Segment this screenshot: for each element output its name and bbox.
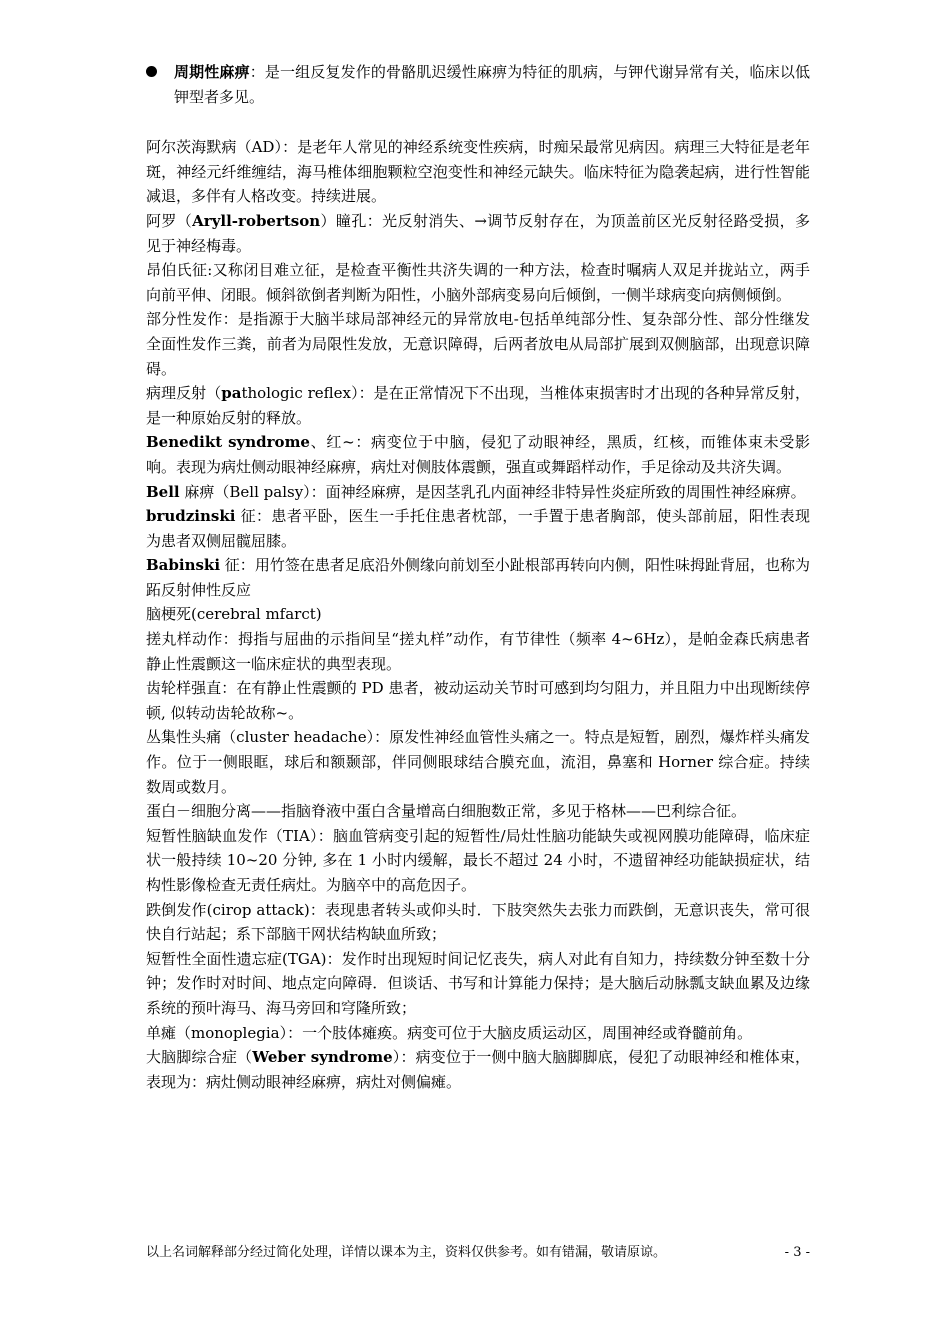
entry-tia: 短暂性脑缺血发作（TIA）：脑血管病变引起的短暂性/局灶性脑功能缺失或视网膜功能障碍，临床症状一般持续 10~20 分钟, 多在 1 小时内缓解，最长不超过 24 小时，不遗留神经功能缺损症状，结构性影像检查无责任病灶。为脑卒中的高危因子。 xyxy=(146,826,810,894)
entry-text: ：是一组反复发作的骨骼肌迟缓性麻痹为特征的肌病，与钾代谢异常有关，临床以低钾型者多见。 xyxy=(174,63,810,106)
entry-tga: 短暂性全面性遗忘症(TGA)：发作时出现短时间记忆丧失，病人对此有自知力，持续数分钟至数十分钟；发作时对时间、地点定向障碍．但谈话、书写和计算能力保持；是大脑后动脉瓢支缺血累及边缘系统的预叶海马、海马旁回和穹隆所致； xyxy=(146,949,810,1017)
entry-pill-rolling: 搓丸样动作：拇指与屈曲的示指间呈“搓丸样”动作，有节律性（频率 4~6Hz），是帕金森氏病患者静止性震颤这一临床症状的典型表现。 xyxy=(146,630,810,673)
entry-romberg: 昂伯氏征:又称闭目难立征，是检查平衡性共济失调的一种方法，检查时嘱病人双足并拢站立，两手向前平伸、闭眼。倾斜欲倒者判断为阳性，小脑外部病变易向后倾倒，一侧半球病变向病侧倾倒。 xyxy=(146,261,810,304)
entry-term: 周期性麻痹 xyxy=(174,63,250,81)
entry-cerebral-infarct: 脑梗死(cerebral mfarct) xyxy=(146,605,322,624)
entry-monoplegia: 单瘫（monoplegia）：一个肢体瘫痪。病变可位于大脑皮质运动区，周围神经或脊髓前角。 xyxy=(146,1023,753,1042)
entry-pathologic-reflex: 病理反射（pathologic reflex）：是在正常情况下不出现，当椎体束损害时才出现的各种异常反射，是一种原始反射的释放。 xyxy=(146,384,810,427)
entry-alzheimer: 阿尔茨海默病（AD）：是老年人常见的神经系统变性疾病，时痴呆最常见病因。病理三大特征是老年斑，神经元纤维缠结，海马椎体细胞颗粒空泡变性和神经元缺失。临床特征为隐袭起病，进行性智能减退，多伴有人格改变。持续进展。 xyxy=(146,138,810,206)
bullet-entry-periodic-paralysis xyxy=(146,60,810,109)
entry-benedikt: Benedikt syndrome、红~：病变位于中脑，侵犯了动眼神经，黑质，红核，而锥体束未受影响。表现为病灶侧动眼神经麻痹，病灶对侧肢体震颤，强直或舞蹈样动作，手足徐动及共济失调。 xyxy=(146,433,810,476)
page-footer xyxy=(146,1244,810,1262)
entry-babinski: Babinski 征：用竹签在患者足底沿外侧缘向前划至小趾根部再转向内侧，阳性味拇趾背屈，也称为跖反射伸性反应 xyxy=(146,556,810,599)
entry-partial-seizure: 部分性发作：是指源于大脑半球局部神经元的异常放电-包括单纯部分性、复杂部分性、部分性继发全面性发作三粪，前者为局限性发放，无意识障碍，后两者放电从局部扩展到双侧脑部，出现意识障碍。 xyxy=(146,310,810,378)
entry-brudzinski: brudzinski 征：患者平卧，医生一手托住患者枕部，一手置于患者胸部，使头部前屈，阳性表现为患者双侧屈髋屈膝。 xyxy=(146,507,810,550)
entry-drop-attack: 跌倒发作(cirop attack)：表现患者转头或仰头时．下肢突然失去张力而跌倒，无意识丧失，常可很快自行站起；系下部脑干网状结构缺血所致； xyxy=(146,900,810,944)
page-number: - 3 - xyxy=(784,1245,810,1260)
entry-bell-palsy: Bell 麻痹（Bell palsy）：面神经麻痹，是因茎乳孔内面神经非特异性炎症所致的周围性神经麻痹。 xyxy=(146,482,806,501)
footer-note: 以上名词解释部分经过简化处理，详情以课本为主，资料仅供参考。如有错漏，敬请原谅。 xyxy=(146,1245,667,1260)
entry-weber: 大脑脚综合症（Weber syndrome）：病变位于一侧中脑大脑脚脚底，侵犯了动眼神经和椎体束，表现为：病灶侧动眼神经麻痹，病灶对侧偏瘫。 xyxy=(146,1048,810,1091)
entry-argyll-robertson: 阿罗（Aryll-robertson）瞳孔：光反射消失、→调节反射存在，为顶盖前区光反射径路受损，多见于神经梅毒。 xyxy=(146,211,810,255)
entry-cogwheel-rigidity: 齿轮样强直：在有静止性震颤的 PD 患者，被动运动关节时可感到均匀阻力，并且阻力中出现断续停顿, 似转动齿轮故称~。 xyxy=(146,679,810,722)
entry-cluster-headache: 丛集性头痛（cluster headache）：原发性神经血管性头痛之一。特点是短暂，剧烈，爆炸样头痛发作。位于一侧眼眶，球后和额颞部，伴同侧眼球结合膜充血，流泪，鼻塞和 Horner 综合症。持续数周或数月。 xyxy=(146,728,810,796)
glossary-content xyxy=(146,60,810,1094)
entry-albuminocytologic: 蛋白－细胞分离——指脑脊液中蛋白含量增高白细胞数正常，多见于格林——巴利综合征。 xyxy=(146,802,747,821)
bullet-icon xyxy=(146,66,157,77)
